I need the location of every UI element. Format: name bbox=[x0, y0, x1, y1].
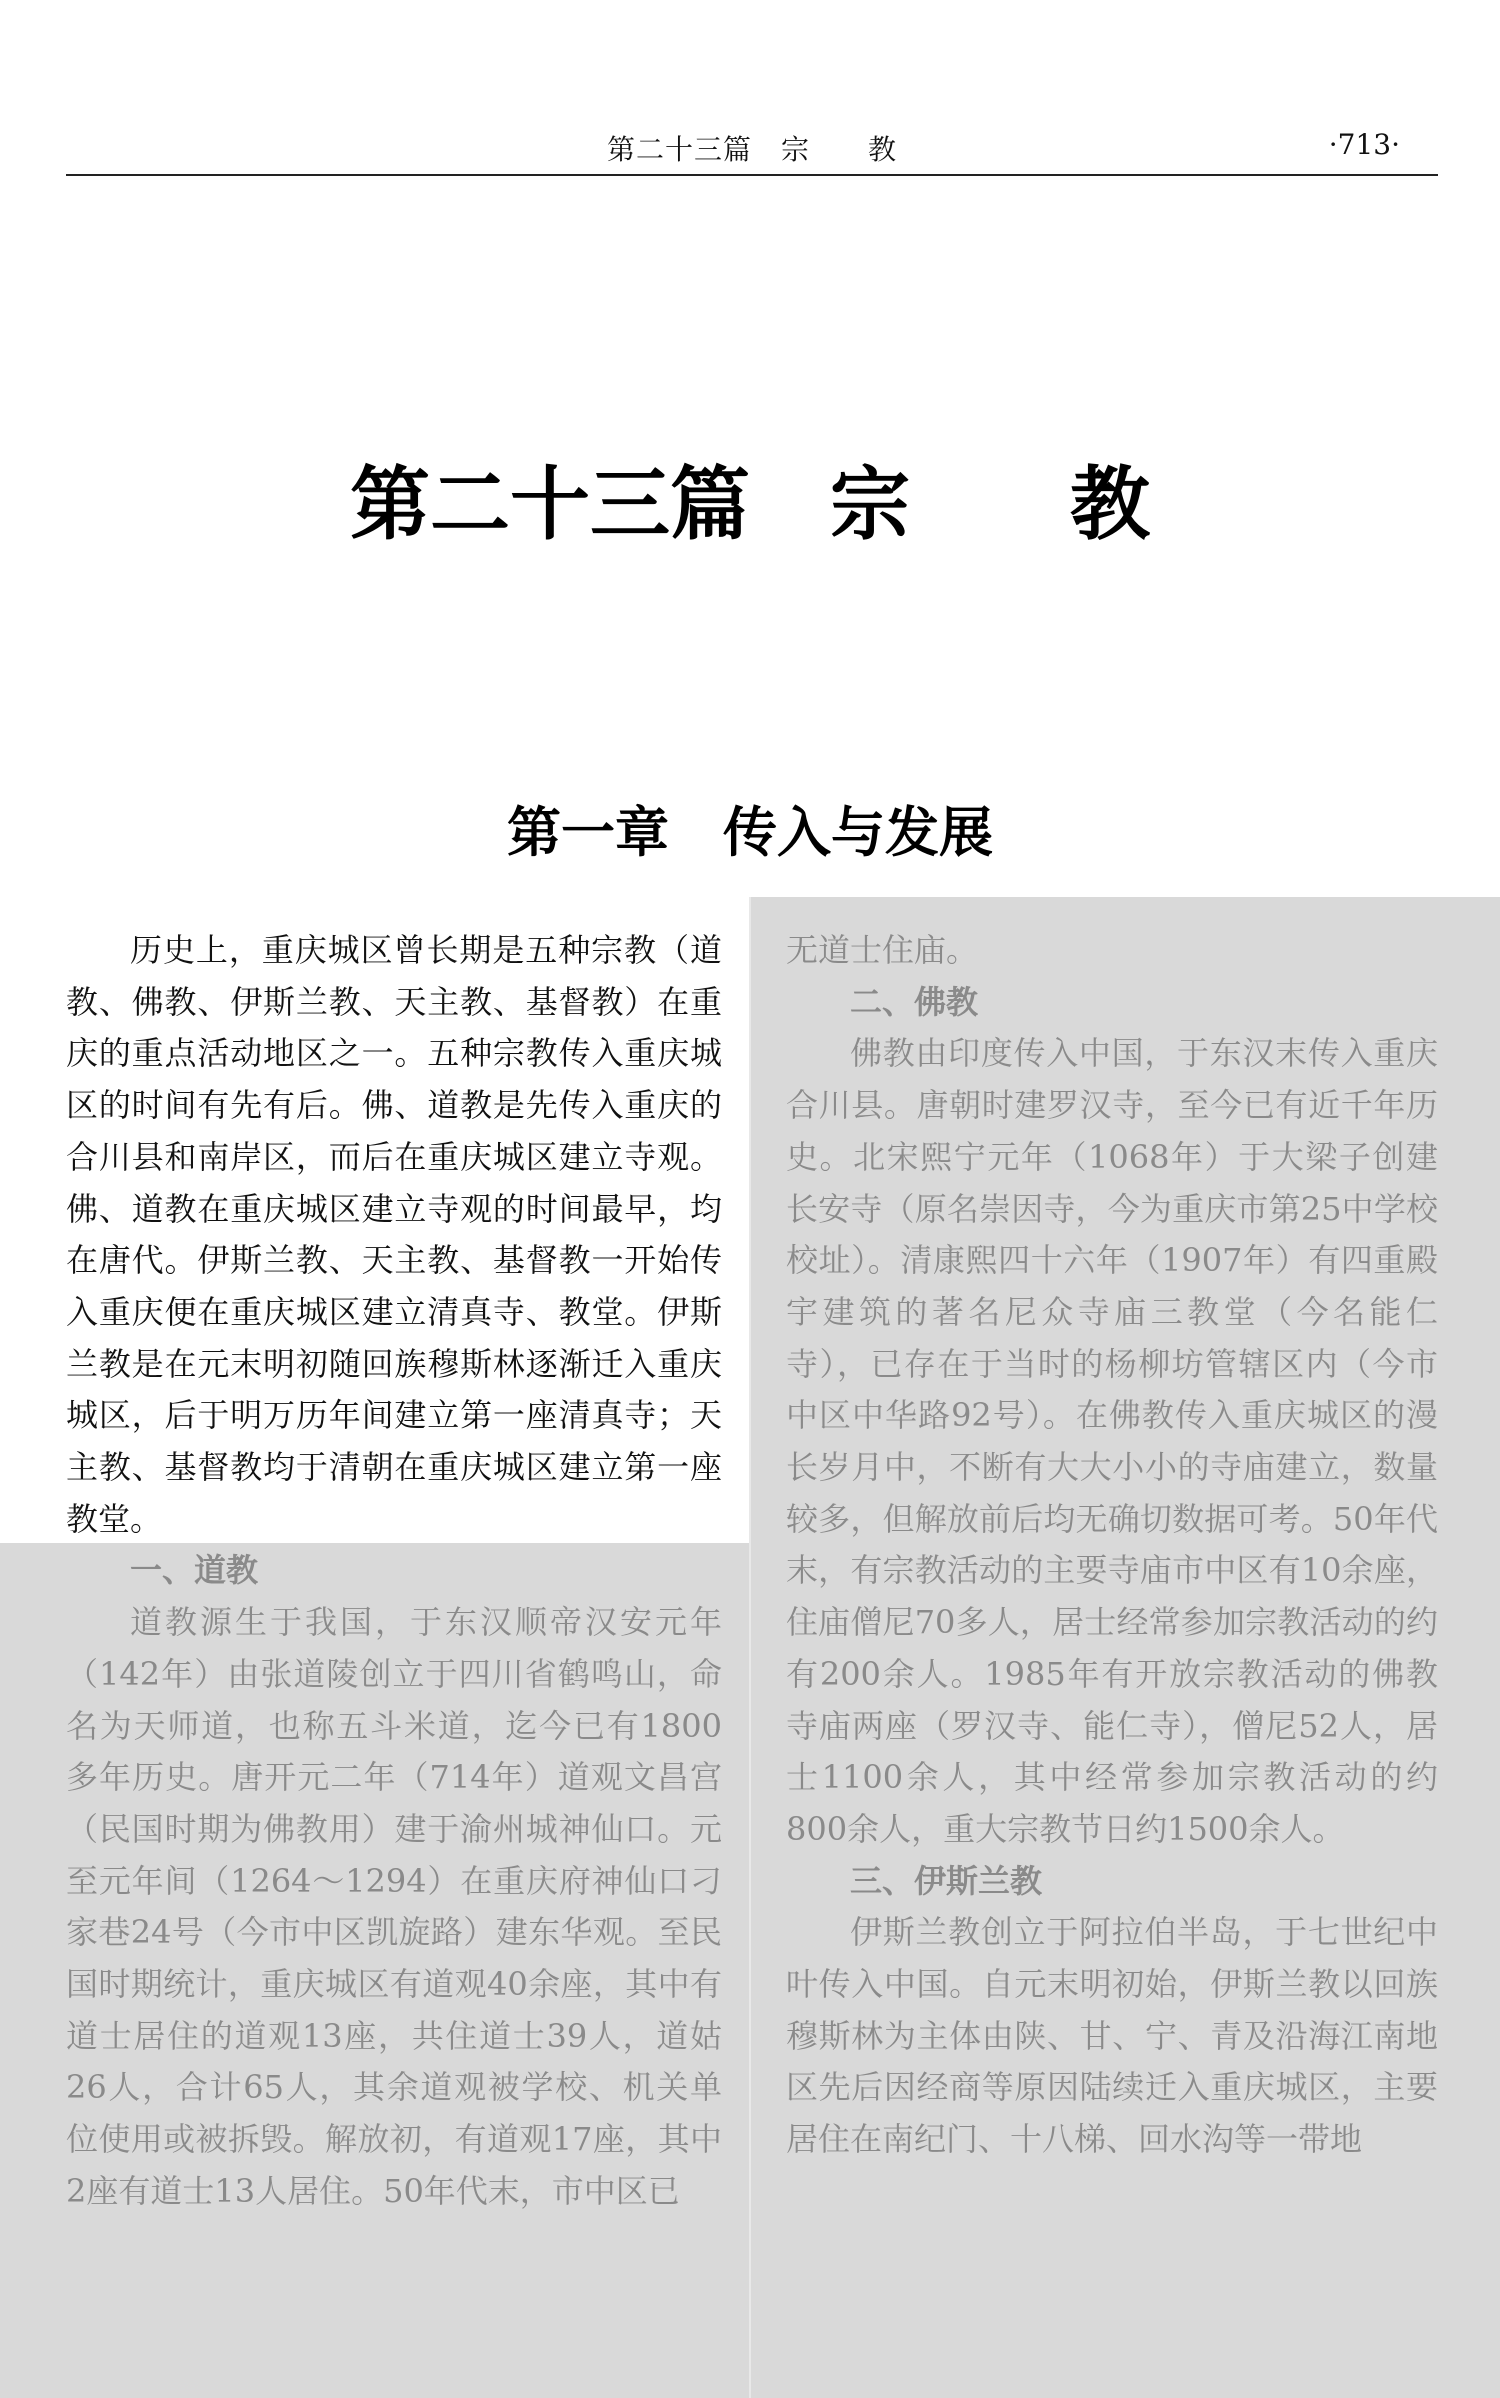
chapter-title: 第一章 传入与发展 bbox=[507, 801, 993, 864]
section-taoism bbox=[66, 1545, 722, 2217]
section-heading-taoism: 一、道教 bbox=[130, 1551, 259, 1590]
section-heading-buddhism: 二、佛教 bbox=[850, 982, 979, 1021]
running-header bbox=[66, 124, 1438, 176]
continuation-text: 无道士住庙。 bbox=[786, 931, 979, 969]
section-text-islam: 伊斯兰教创立于阿拉伯半岛，于七世纪中叶传入中国。自元末明初始，伊斯兰教以回族穆斯林为主体由陕、甘、宁、青及沿海江南地区先后因经商等原因陆续迁入重庆城区，主要居住在南纪门、十八梯、回水沟等一带地 bbox=[786, 1913, 1438, 2159]
section-heading-islam: 三、伊斯兰教 bbox=[850, 1861, 1043, 1900]
column-gutter bbox=[749, 897, 751, 2398]
section-text-taoism: 道教源生于我国，于东汉顺帝汉安元年（142年）由张道陵创立于四川省鹤鸣山，命名为天师道，也称五斗米道，迄今已有1800多年历史。唐开元二年（714年）道观文昌宫（民国时期为佛教用）建于渝州城神仙口。元至元年间（1264～1294）在重庆府神仙口刁家巷24号（今市中区凯旋路）建东华观。至民国时期统计，重庆城区有道观40余座，其中有道士居住的道观13座，共住道士39人，道姑26人，合计65人，其余道观被学校、机关单位使用或被拆毁。解放初，有道观17座，其中2座有道士13人居住。50年代末，市中区已 bbox=[66, 1603, 722, 2210]
page-number: ·713· bbox=[1328, 128, 1400, 161]
intro-paragraph: 历史上，重庆城区曾长期是五种宗教（道教、佛教、伊斯兰教、天主教、基督教）在重庆的重点活动地区之一。五种宗教传入重庆城区的时间有先有后。佛、道教是先传入重庆的合川县和南岸区，而后在重庆城区建立寺观。佛、道教在重庆城区建立寺观的时间最早，均在唐代。伊斯兰教、天主教、基督教一开始传入重庆便在重庆城区建立清真寺、教堂。伊斯兰教是在元末明初随回族穆斯林逐渐迁入重庆城区，后于明万历年间建立第一座清真寺；天主教、基督教均于清朝在重庆城区建立第一座教堂。 bbox=[66, 931, 722, 1538]
section-text-buddhism: 佛教由印度传入中国，于东汉末传入重庆合川县。唐朝时建罗汉寺，至今已有近千年历史。北宋熙宁元年（1068年）于大梁子创建长安寺（原名崇因寺，今为重庆市第25中学校校址）。清康熙四十六年（1907年）有四重殿宇建筑的著名尼众寺庙三教堂（今名能仁寺），已存在于当时的杨柳坊管辖区内（今市中区中华路92号）。在佛教传入重庆城区的漫长岁月中，不断有大大小小的寺庙建立，数量较多，但解放前后均无确切数据可考。50年代末，有宗教活动的主要寺庙市中区有10余座，住庙僧尼70多人，居士经常参加宗教活动的约有200余人。1985年有开放宗教活动的佛教寺庙两座（罗汉寺、能仁寺），僧尼52人，居士1100余人，其中经常参加宗教活动的约800余人，重大宗教节日约1500余人。 bbox=[786, 1034, 1438, 1848]
running-title: 第二十三篇 宗 教 bbox=[606, 133, 897, 166]
left-column bbox=[66, 925, 722, 2218]
part-title: 第二十三篇 宗 教 bbox=[350, 458, 1150, 551]
right-column bbox=[786, 925, 1438, 2166]
